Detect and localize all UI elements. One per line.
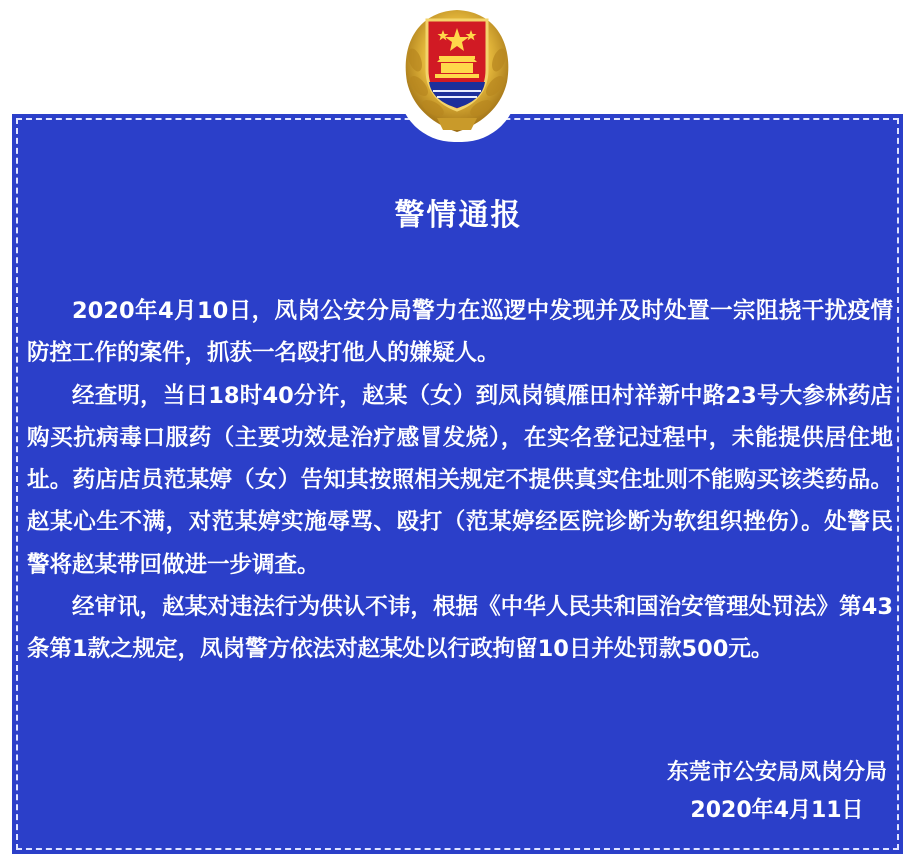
- paragraph-1: 2020年4月10日，凤岗公安分局警力在巡逻中发现并及时处置一宗阻挠干扰疫情防控工作的案件，抓获一名殴打他人的嫌疑人。: [27, 298, 893, 367]
- notice-body: [27, 290, 893, 671]
- issue-date: 2020年4月11日: [690, 798, 864, 823]
- paragraph-2: 经查明，当日18时40分许，赵某（女）到凤岗镇雁田村祥新中路23号大参林药店购买抗病毒口服药（主要功效是治疗感冒发烧），在实名登记过程中，未能提供居住地址。药店店员范某婷（女）告知其按照相关规定不提供真实住址则不能购买该类药品。赵某心生不满，对范某婷实施辱骂、殴打（范某婷经医院诊断为软组织挫伤）。处警民警将赵某带回做进一步调查。: [27, 382, 893, 578]
- notice-title: 警情通报: [394, 198, 523, 233]
- issuer: 东莞市公安局凤岗分局: [666, 760, 887, 785]
- paragraph-3: 经审讯，赵某对违法行为供认不讳，根据《中华人民共和国治安管理处罚法》第43条第1款之规定，凤岗警方依法对赵某处以行政拘留10日并处罚款500元。: [27, 594, 893, 663]
- police-emblem-icon: [393, 0, 521, 142]
- notice-signature: [667, 754, 887, 830]
